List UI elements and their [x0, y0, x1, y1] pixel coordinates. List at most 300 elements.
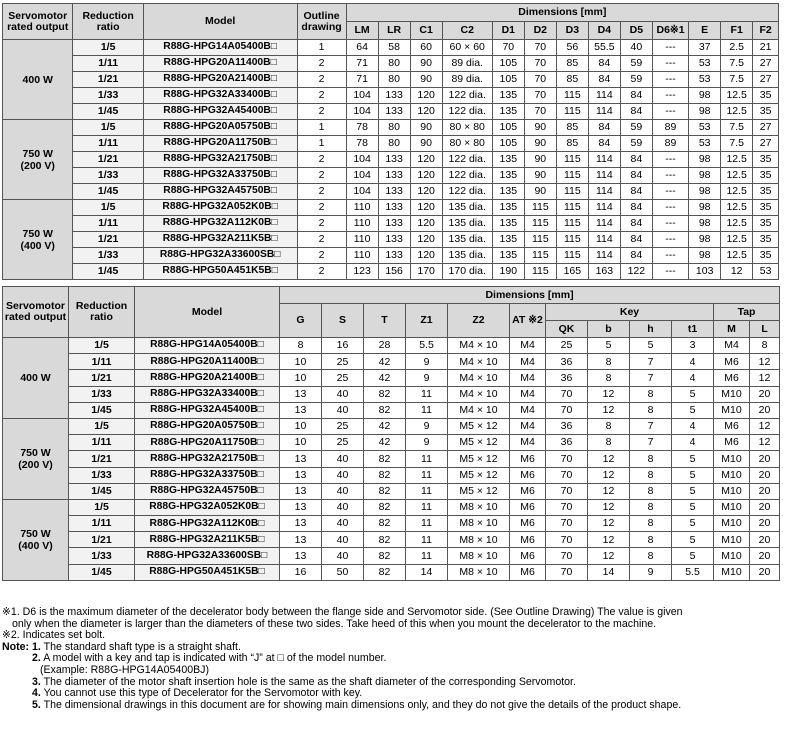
table-cell: 36 — [546, 435, 588, 451]
header-col: D3 — [556, 22, 588, 40]
group-label: 750 W (200 V) — [3, 418, 69, 499]
table-cell: 5 — [672, 483, 714, 499]
table-cell: 84 — [588, 72, 620, 88]
ratio-cell: 1/5 — [69, 338, 135, 354]
table-cell: M6 — [714, 354, 750, 370]
table-row — [3, 516, 780, 532]
table-cell: M6 — [714, 370, 750, 386]
table-cell: 120 — [410, 184, 442, 200]
header-tap: Tap — [714, 304, 780, 321]
table-cell: 25 — [322, 370, 364, 386]
table-cell: 82 — [364, 548, 406, 564]
table-cell: 135 dia. — [442, 216, 492, 232]
table-cell: 40 — [322, 548, 364, 564]
table-cell: 89 dia. — [442, 56, 492, 72]
ratio-cell: 1/21 — [69, 532, 135, 548]
table-cell: M5 × 12 — [448, 418, 510, 434]
table-cell: M8 × 10 — [448, 516, 510, 532]
table-cell: 27 — [753, 56, 779, 72]
model-cell: R88G-HPG20A11750B□ — [143, 136, 297, 152]
model-cell: R88G-HPG32A33400B□ — [135, 386, 280, 402]
model-cell: R88G-HPG32A33600SB□ — [135, 548, 280, 564]
table-cell: --- — [652, 248, 688, 264]
table-cell: M4 — [510, 418, 546, 434]
table-cell: 59 — [620, 136, 652, 152]
table-cell: 70 — [492, 40, 524, 56]
ratio-cell: 1/33 — [73, 88, 143, 104]
table-cell: 60 × 60 — [442, 40, 492, 56]
table-cell: 53 — [689, 136, 721, 152]
table-cell: 53 — [689, 72, 721, 88]
table-cell: M4 × 10 — [448, 338, 510, 354]
table-cell: 12 — [588, 402, 630, 418]
table-cell: 7 — [630, 354, 672, 370]
table-cell: 123 — [346, 264, 378, 280]
table-cell: 115 — [556, 248, 588, 264]
table-cell: M10 — [714, 483, 750, 499]
table-cell: 71 — [346, 72, 378, 88]
table-cell: 5 — [588, 338, 630, 354]
table-cell: --- — [652, 72, 688, 88]
table-cell: 84 — [620, 232, 652, 248]
table-cell: 2 — [297, 184, 346, 200]
table-cell: 170 dia. — [442, 264, 492, 280]
table-cell: 3 — [672, 338, 714, 354]
note-2-text: A model with a key and tap is indicated with “J” at □ of the model number. — [43, 652, 387, 665]
table-cell: 11 — [406, 532, 448, 548]
table-cell: 104 — [346, 152, 378, 168]
table-cell: 4 — [672, 370, 714, 386]
table-row — [3, 72, 779, 88]
model-cell: R88G-HPG20A11750B□ — [135, 435, 280, 451]
table-cell: 8 — [588, 370, 630, 386]
table-cell: 70 — [546, 532, 588, 548]
table-cell: 37 — [689, 40, 721, 56]
model-cell: R88G-HPG32A45400B□ — [143, 104, 297, 120]
table-cell: 12 — [588, 548, 630, 564]
model-cell: R88G-HPG20A05750B□ — [135, 418, 280, 434]
model-cell: R88G-HPG32A45400B□ — [135, 402, 280, 418]
model-cell: R88G-HPG32A052K0B□ — [135, 499, 280, 515]
model-cell: R88G-HPG32A052K0B□ — [143, 200, 297, 216]
table-cell: 9 — [406, 354, 448, 370]
ratio-cell: 1/11 — [73, 56, 143, 72]
table-cell: 122 dia. — [442, 168, 492, 184]
table-cell: 133 — [378, 104, 410, 120]
table-cell: 12 — [588, 516, 630, 532]
table-row — [3, 499, 780, 515]
table-cell: 5 — [672, 402, 714, 418]
ratio-cell: 1/33 — [69, 548, 135, 564]
header-col: F2 — [753, 22, 779, 40]
model-cell: R88G-HPG32A112K0B□ — [135, 516, 280, 532]
table-cell: M10 — [714, 451, 750, 467]
table-2-header — [3, 287, 780, 338]
note-3-number: 3. — [32, 675, 41, 688]
footnotes — [2, 607, 782, 711]
table-cell: 104 — [346, 168, 378, 184]
table-cell: 10 — [280, 354, 322, 370]
table-cell: 133 — [378, 216, 410, 232]
table-cell: 9 — [406, 370, 448, 386]
table-row — [3, 548, 780, 564]
model-cell: R88G-HPG32A211K5B□ — [143, 232, 297, 248]
table-cell: 90 — [524, 120, 556, 136]
model-cell: R88G-HPG32A112K0B□ — [143, 216, 297, 232]
table-cell: 12.5 — [721, 104, 753, 120]
header-col: C1 — [410, 22, 442, 40]
table-cell: 135 — [492, 184, 524, 200]
table-cell: 84 — [588, 56, 620, 72]
table-cell: 105 — [492, 72, 524, 88]
table-cell: M5 × 12 — [448, 483, 510, 499]
ratio-cell: 1/45 — [73, 264, 143, 280]
table-cell: M4 — [510, 386, 546, 402]
table-cell: 8 — [630, 402, 672, 418]
note-3-text: The diameter of the motor shaft insertion hole is the same as the shaft diameter of the corresponding Servomotor. — [43, 675, 576, 688]
table-cell: 28 — [364, 338, 406, 354]
table-cell: 11 — [406, 516, 448, 532]
table-cell: 84 — [620, 152, 652, 168]
table-cell: 82 — [364, 499, 406, 515]
table-cell: 5 — [672, 499, 714, 515]
table-cell: 85 — [556, 136, 588, 152]
header-ratio: Reduction ratio — [73, 4, 143, 40]
header-col: b — [588, 321, 630, 338]
table-cell: 80 — [378, 136, 410, 152]
table-cell: 115 — [556, 216, 588, 232]
table-cell: 98 — [689, 184, 721, 200]
ratio-cell: 1/11 — [73, 216, 143, 232]
table-cell: 115 — [556, 88, 588, 104]
table-cell: 84 — [588, 120, 620, 136]
table-cell: 7.5 — [721, 120, 753, 136]
group-label: 400 W — [3, 338, 69, 419]
model-cell: R88G-HPG32A21750B□ — [143, 152, 297, 168]
table-cell: 25 — [322, 354, 364, 370]
table-cell: 133 — [378, 88, 410, 104]
table-cell: 35 — [753, 248, 779, 264]
table-cell: 70 — [524, 88, 556, 104]
header-col: Z2 — [448, 304, 510, 338]
table-cell: 13 — [280, 516, 322, 532]
table-cell: 11 — [406, 499, 448, 515]
table-cell: 7.5 — [721, 72, 753, 88]
table-cell: 13 — [280, 532, 322, 548]
table-cell: 8 — [588, 418, 630, 434]
footnote-1-line-a: ※1. D6 is the maximum diameter of the decelerator body between the flange side and Servomotor side. (See Outline Drawing) The value is given — [2, 606, 683, 618]
table-cell: 40 — [620, 40, 652, 56]
header-col: QK — [546, 321, 588, 338]
table-cell: 5 — [630, 338, 672, 354]
table-cell: 110 — [346, 248, 378, 264]
table-cell: --- — [652, 232, 688, 248]
table-cell: 82 — [364, 483, 406, 499]
table-cell: 12.5 — [721, 184, 753, 200]
table-cell: 7 — [630, 370, 672, 386]
table-cell: 84 — [620, 88, 652, 104]
model-cell: R88G-HPG32A21750B□ — [135, 451, 280, 467]
table-cell: 135 — [492, 88, 524, 104]
header-col: AT ※2 — [510, 304, 546, 338]
table-cell: 12 — [588, 386, 630, 402]
table-cell: M4 — [510, 354, 546, 370]
table-cell: 105 — [492, 56, 524, 72]
table-cell: M6 — [510, 467, 546, 483]
table-row — [3, 200, 779, 216]
table-cell: 135 dia. — [442, 200, 492, 216]
table-cell: 85 — [556, 72, 588, 88]
table-cell: 122 dia. — [442, 88, 492, 104]
table-cell: 56 — [556, 40, 588, 56]
table-cell: 11 — [406, 402, 448, 418]
table-cell: M5 × 12 — [448, 435, 510, 451]
model-cell: R88G-HPG20A21400B□ — [143, 72, 297, 88]
table-cell: 8 — [630, 483, 672, 499]
header-col: F1 — [721, 22, 753, 40]
table-cell: 40 — [322, 402, 364, 418]
table-cell: 84 — [620, 200, 652, 216]
table-cell: 114 — [588, 232, 620, 248]
table-cell: 135 — [492, 152, 524, 168]
table-cell: 53 — [753, 264, 779, 280]
table-cell: 13 — [280, 499, 322, 515]
model-cell: R88G-HPG20A11400B□ — [135, 354, 280, 370]
table-row — [3, 136, 779, 152]
table-cell: 114 — [588, 200, 620, 216]
table-cell: 53 — [689, 56, 721, 72]
table-cell: 42 — [364, 354, 406, 370]
table-cell: 85 — [556, 120, 588, 136]
table-cell: 59 — [620, 56, 652, 72]
table-cell: 20 — [750, 548, 780, 564]
table-cell: 135 dia. — [442, 248, 492, 264]
table-cell: 105 — [492, 120, 524, 136]
table-cell: 115 — [556, 152, 588, 168]
note-5 — [2, 700, 782, 712]
table-cell: 40 — [322, 467, 364, 483]
table-cell: 120 — [410, 104, 442, 120]
header-col: h — [630, 321, 672, 338]
table-cell: 13 — [280, 451, 322, 467]
group-label: 400 W — [3, 40, 73, 120]
ratio-cell: 1/11 — [69, 435, 135, 451]
table-cell: 114 — [588, 184, 620, 200]
table-cell: 13 — [280, 402, 322, 418]
model-cell: R88G-HPG32A33600SB□ — [143, 248, 297, 264]
table-cell: 84 — [620, 104, 652, 120]
table-cell: 42 — [364, 418, 406, 434]
model-cell: R88G-HPG32A33750B□ — [143, 168, 297, 184]
header-col: G — [280, 304, 322, 338]
table-cell: 110 — [346, 216, 378, 232]
header-col: D6※1 — [652, 22, 688, 40]
table-cell: 36 — [546, 354, 588, 370]
table-cell: 13 — [280, 386, 322, 402]
model-cell: R88G-HPG20A21400B□ — [135, 370, 280, 386]
table-cell: 12 — [750, 435, 780, 451]
table-cell: 5 — [672, 532, 714, 548]
table-cell: 80 — [378, 56, 410, 72]
table-cell: 25 — [322, 435, 364, 451]
table-row — [3, 216, 779, 232]
table-cell: 14 — [588, 564, 630, 580]
model-cell: R88G-HPG50A451K5B□ — [135, 564, 280, 580]
table-cell: 70 — [524, 72, 556, 88]
table-cell: 12 — [750, 418, 780, 434]
group-label: 750 W (400 V) — [3, 499, 69, 580]
table-cell: 122 — [620, 264, 652, 280]
header-output: Servomotor rated output — [3, 4, 73, 40]
table-cell: 5 — [672, 386, 714, 402]
table-cell: 12.5 — [721, 216, 753, 232]
table-cell: 90 — [410, 72, 442, 88]
table-cell: 12 — [588, 499, 630, 515]
table-cell: 120 — [410, 200, 442, 216]
table-cell: 90 — [524, 136, 556, 152]
table-cell: 14 — [406, 564, 448, 580]
table-cell: 20 — [750, 467, 780, 483]
table-row — [3, 386, 780, 402]
table-cell: 98 — [689, 216, 721, 232]
table-cell: 122 dia. — [442, 184, 492, 200]
table-cell: 8 — [750, 338, 780, 354]
table-cell: 98 — [689, 248, 721, 264]
table-cell: 20 — [750, 386, 780, 402]
table-cell: 104 — [346, 184, 378, 200]
table-cell: 2 — [297, 152, 346, 168]
ratio-cell: 1/33 — [69, 467, 135, 483]
table-cell: 89 — [652, 136, 688, 152]
table-cell: 36 — [546, 418, 588, 434]
table-row — [3, 354, 780, 370]
table-cell: 122 dia. — [442, 104, 492, 120]
table-cell: M10 — [714, 532, 750, 548]
table-cell: 35 — [753, 216, 779, 232]
table-cell: 50 — [322, 564, 364, 580]
table-1-body — [3, 40, 779, 280]
table-cell: 4 — [672, 435, 714, 451]
table-row — [3, 370, 780, 386]
table-cell: 7.5 — [721, 136, 753, 152]
table-1-header-row-1 — [3, 4, 779, 22]
table-cell: 135 — [492, 200, 524, 216]
table-cell: M6 — [510, 548, 546, 564]
table-cell: 90 — [524, 152, 556, 168]
table-cell: --- — [652, 56, 688, 72]
table-cell: 2 — [297, 248, 346, 264]
table-cell: 8 — [630, 386, 672, 402]
header-dimensions: Dimensions [mm] — [346, 4, 778, 22]
ratio-cell: 1/11 — [73, 136, 143, 152]
header-col: S — [322, 304, 364, 338]
table-cell: 89 dia. — [442, 72, 492, 88]
table-cell: 82 — [364, 402, 406, 418]
table-cell: 20 — [750, 402, 780, 418]
table-cell: 115 — [524, 264, 556, 280]
ratio-cell: 1/21 — [73, 152, 143, 168]
header-col: D5 — [620, 22, 652, 40]
table-cell: 20 — [750, 564, 780, 580]
table-cell: 10 — [280, 370, 322, 386]
model-cell: R88G-HPG32A33400B□ — [143, 88, 297, 104]
table-cell: 70 — [546, 451, 588, 467]
note-4-text: You cannot use this type of Decelerator for the Servomotor with key. — [43, 687, 363, 700]
model-cell: R88G-HPG20A11400B□ — [143, 56, 297, 72]
table-cell: 120 — [410, 168, 442, 184]
table-cell: 90 — [524, 184, 556, 200]
table-cell: M4 × 10 — [448, 402, 510, 418]
header-col: D4 — [588, 22, 620, 40]
table-cell: 82 — [364, 467, 406, 483]
header-key: Key — [546, 304, 714, 321]
model-cell: R88G-HPG32A211K5B□ — [135, 532, 280, 548]
table-cell: 20 — [750, 499, 780, 515]
group-label: 750 W (400 V) — [3, 200, 73, 280]
table-cell: 13 — [280, 483, 322, 499]
table-cell: 21 — [753, 40, 779, 56]
table-cell: 8 — [280, 338, 322, 354]
table-cell: 7 — [630, 435, 672, 451]
table-cell: M5 × 12 — [448, 467, 510, 483]
table-cell: 20 — [750, 483, 780, 499]
table-cell: 8 — [630, 516, 672, 532]
table-cell: 135 — [492, 232, 524, 248]
table-cell: 58 — [378, 40, 410, 56]
table-cell: 12.5 — [721, 232, 753, 248]
table-cell: 84 — [620, 168, 652, 184]
table-cell: 110 — [346, 200, 378, 216]
table-cell: 80 — [378, 72, 410, 88]
table-cell: 114 — [588, 216, 620, 232]
table-cell: 12.5 — [721, 168, 753, 184]
table-cell: 5 — [672, 516, 714, 532]
table-cell: 115 — [556, 200, 588, 216]
table-cell: M8 × 10 — [448, 564, 510, 580]
table-cell: M10 — [714, 467, 750, 483]
table-cell: 135 dia. — [442, 232, 492, 248]
ratio-cell: 1/21 — [73, 72, 143, 88]
table-cell: 114 — [588, 88, 620, 104]
table-row — [3, 451, 780, 467]
table-cell: M10 — [714, 402, 750, 418]
table-cell: 84 — [588, 136, 620, 152]
table-cell: 115 — [556, 104, 588, 120]
table-cell: 82 — [364, 532, 406, 548]
header-col: t1 — [672, 321, 714, 338]
model-cell: R88G-HPG50A451K5B□ — [143, 264, 297, 280]
table-row — [3, 120, 779, 136]
table-cell: 90 — [410, 120, 442, 136]
table-2-header-row-1 — [3, 287, 780, 304]
table-cell: 11 — [406, 386, 448, 402]
table-cell: 115 — [524, 232, 556, 248]
table-row — [3, 402, 780, 418]
header-outline: Outline drawing — [297, 4, 346, 40]
table-cell: 115 — [524, 216, 556, 232]
table-cell: 156 — [378, 264, 410, 280]
table-cell: 85 — [556, 56, 588, 72]
table-row — [3, 232, 779, 248]
table-cell: 84 — [620, 184, 652, 200]
table-cell: 103 — [689, 264, 721, 280]
table-cell: 27 — [753, 120, 779, 136]
table-cell: 90 — [524, 168, 556, 184]
table-cell: 12 — [750, 354, 780, 370]
header-col: D2 — [524, 22, 556, 40]
table-cell: 35 — [753, 104, 779, 120]
table-cell: 59 — [620, 72, 652, 88]
